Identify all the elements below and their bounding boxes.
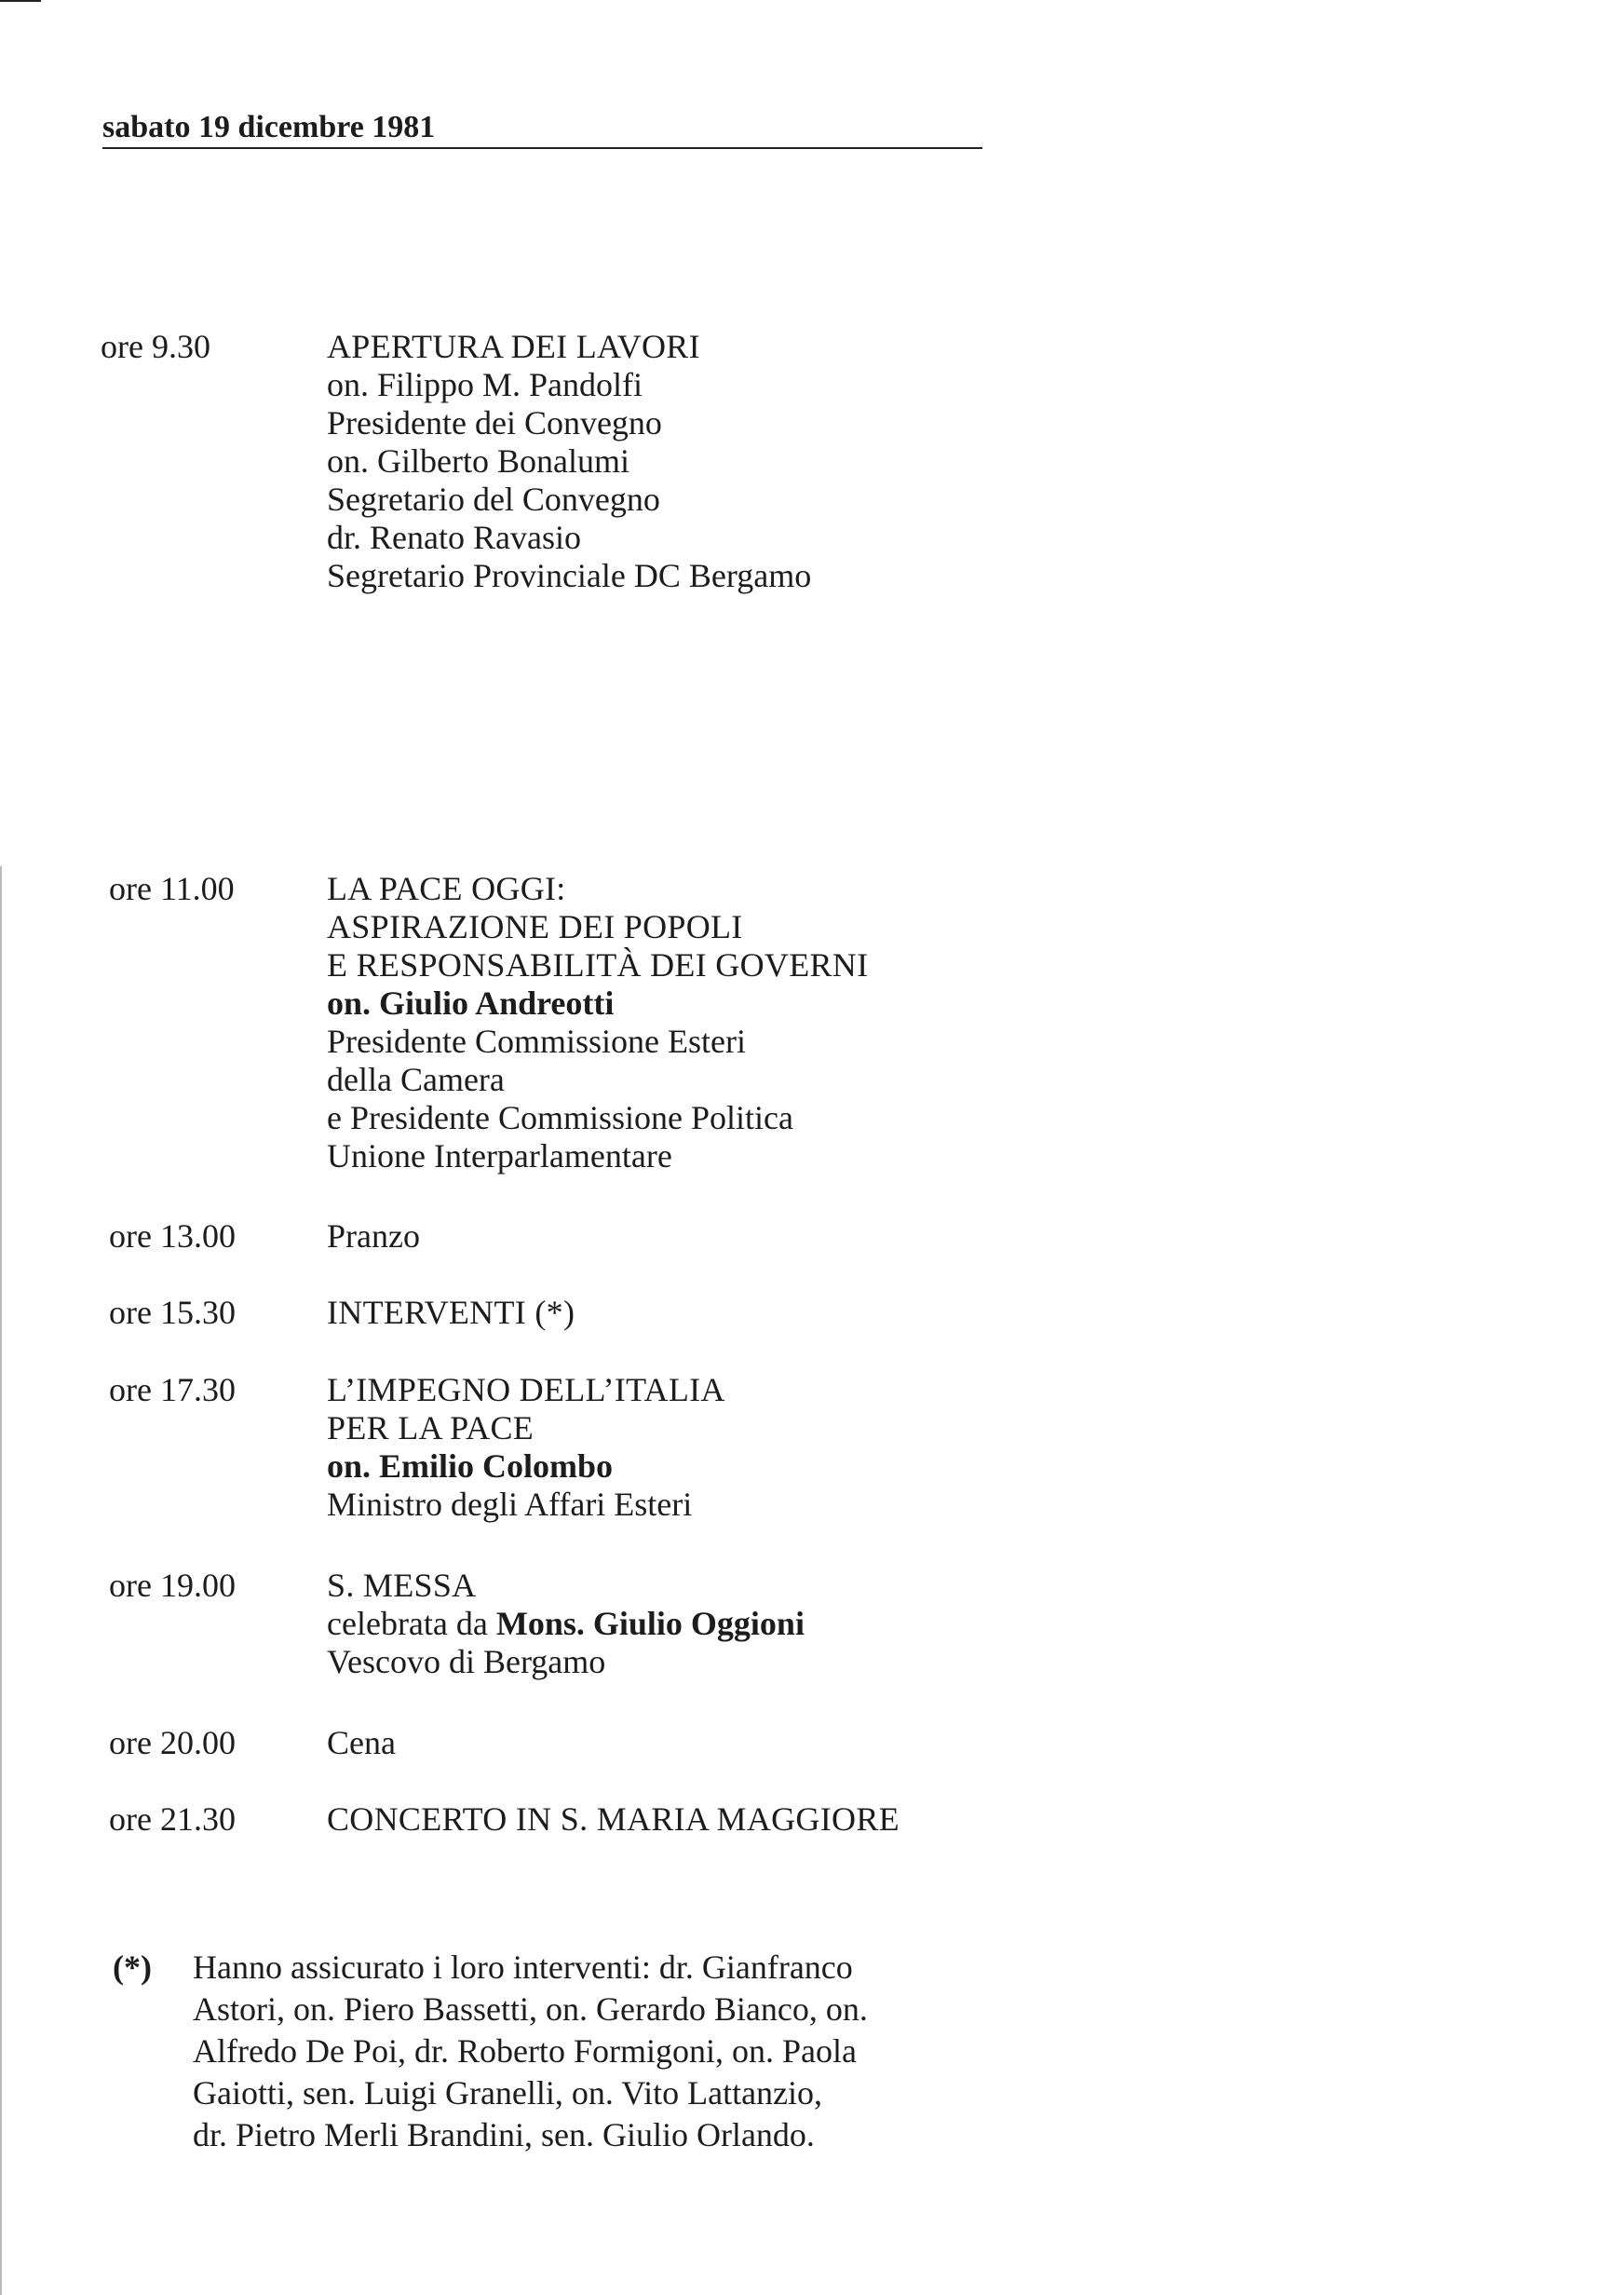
footnote-line: Hanno assicurato i loro interventi: dr. Gianfranco [193,1949,853,1986]
speaker-name: on. Gilberto Bonalumi [327,442,629,480]
scan-left-edge [0,866,2,2295]
speaker-name: on. Giulio Andreotti [327,985,615,1022]
speaker-role: della Camera [327,1061,505,1098]
entry-time: ore 13.00 [109,1217,236,1255]
speaker-role: Segretario Provinciale DC Bergamo [327,557,812,594]
entry-body [327,1371,725,1524]
speaker-name: dr. Renato Ravasio [327,519,581,556]
entry-title: Pranzo [327,1217,420,1255]
entry-title: L’IMPEGNO DELL’ITALIA [327,1371,725,1408]
entry-body [327,870,868,1175]
speaker-role: Presidente Commissione Esteri [327,1023,746,1060]
entry-time: ore 17.30 [109,1371,236,1408]
entry-title: E RESPONSABILITÀ DEI GOVERNI [327,946,869,984]
speaker-role: e Presidente Commissione Politica [327,1099,793,1136]
entry-time: ore 20.00 [109,1724,236,1761]
entry-time: ore 19.00 [109,1567,236,1604]
speaker-role: Vescovo di Bergamo [327,1643,606,1680]
footnote-line: Alfredo De Poi, dr. Roberto Formigoni, on. Paola [193,2032,857,2070]
speaker-name: Mons. Giulio Oggioni [495,1605,805,1642]
entry-body [327,328,811,595]
footnote-mark: (*) [113,1949,152,1986]
entry-title: ASPIRAZIONE DEI POPOLI [327,908,743,945]
speaker-role: Ministro degli Affari Esteri [327,1486,693,1523]
entry-body [327,1294,575,1332]
entry-time: ore 15.30 [109,1294,236,1331]
entry-title: LA PACE OGGI: [327,870,566,907]
entry-title: Cena [327,1724,396,1761]
speaker-role: Unione Interparlamentare [327,1137,672,1175]
entry-time: ore 21.30 [109,1800,236,1838]
entry-body [327,1217,420,1256]
page-date: sabato 19 dicembre 1981 [102,110,436,144]
speaker-name: on. Emilio Colombo [327,1447,614,1485]
entry-title: INTERVENTI (*) [327,1294,575,1331]
scan-top-rule [0,0,41,2]
page-header [102,110,982,149]
speaker-role: Segretario del Convegno [327,481,660,518]
footnote-line: Astori, on. Piero Bassetti, on. Gerardo Bianco, on. [193,1990,868,2028]
entry-title: S. MESSA [327,1567,477,1604]
celebrant-line [327,1605,805,1643]
footnote-text [193,1947,868,2156]
entry-title: CONCERTO IN S. MARIA MAGGIORE [327,1800,900,1838]
entry-title: APERTURA DEI LAVORI [327,328,700,365]
entry-time: ore 9.30 [101,328,210,365]
speaker-name: on. Filippo M. Pandolfi [327,366,643,403]
footnote-line: dr. Pietro Merli Brandini, sen. Giulio Orlando. [193,2116,815,2153]
entry-time: ore 11.00 [109,870,235,907]
entry-title: PER LA PACE [327,1409,535,1446]
speaker-role: Presidente dei Convegno [327,404,662,441]
entry-body [327,1800,900,1839]
entry-body [327,1724,396,1762]
footnote-line: Gaiotti, sen. Luigi Granelli, on. Vito Lattanzio, [193,2074,823,2112]
entry-body [327,1567,805,1681]
celebrant-prefix: celebrata da [327,1605,488,1642]
